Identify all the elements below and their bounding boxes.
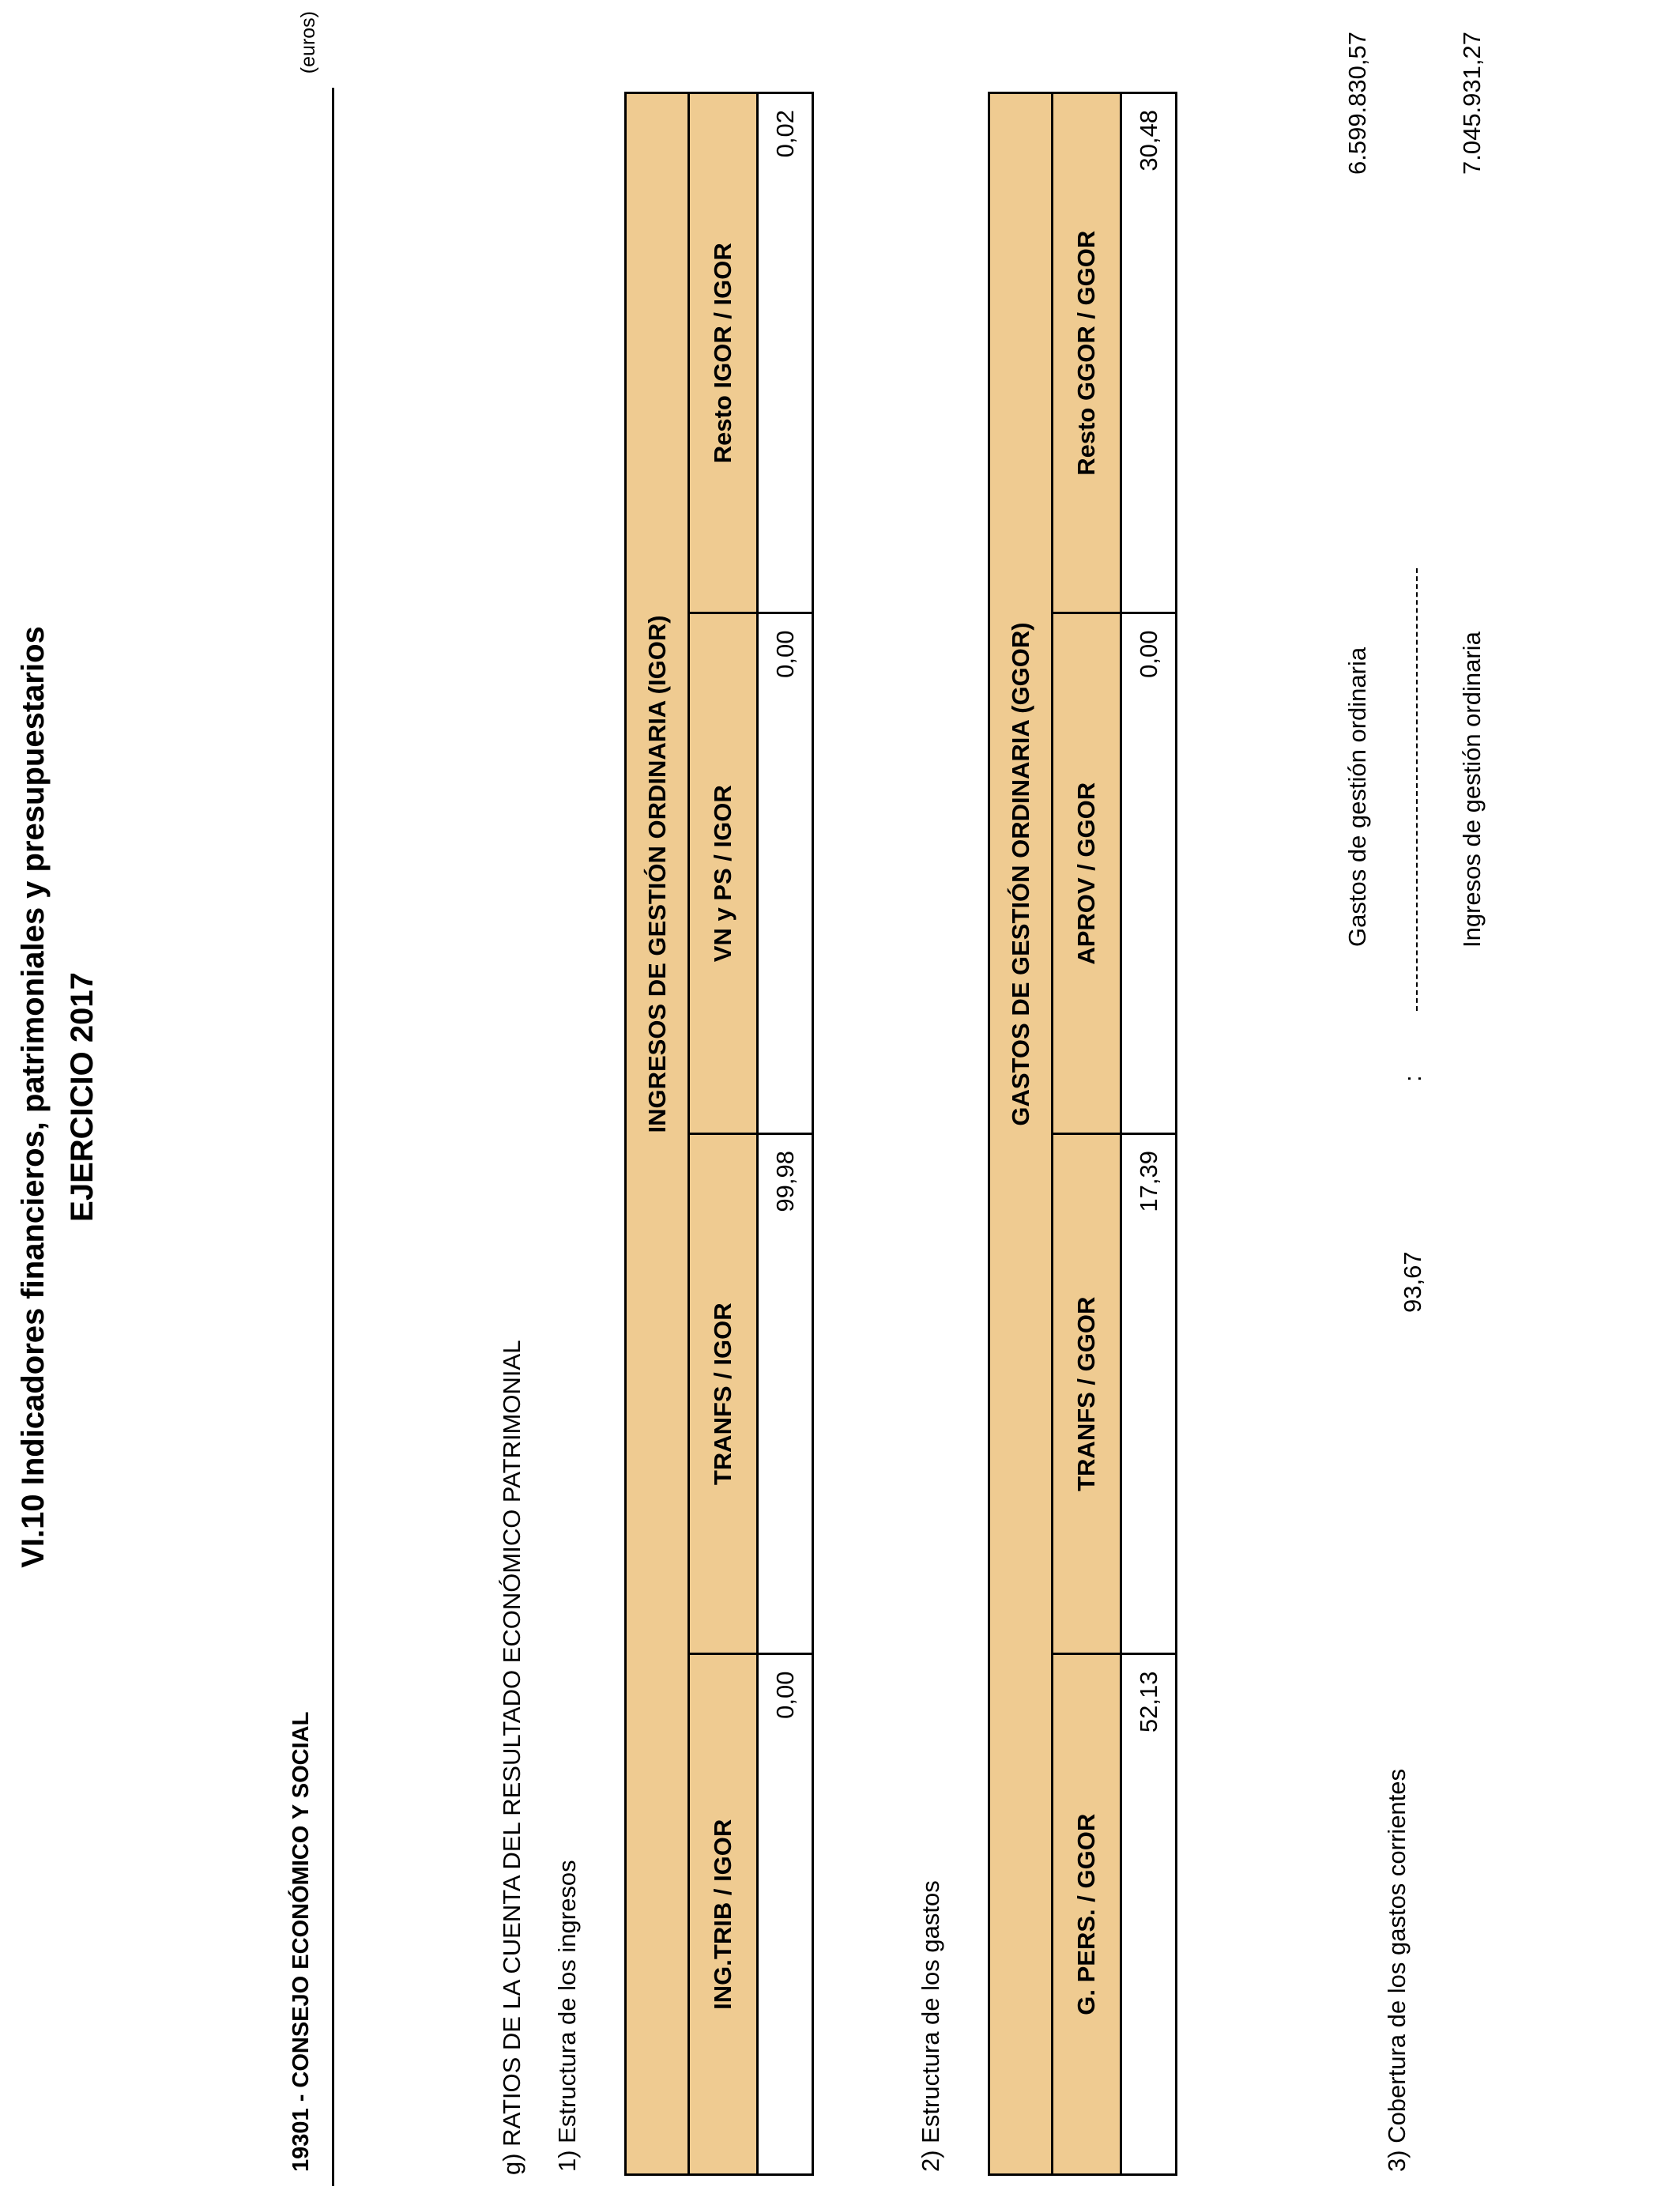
denominator-value: 7.045.931,27 — [1458, 32, 1486, 175]
income-column-header: ING.TRIB / IGOR — [689, 1654, 758, 2175]
income-group-header: INGRESOS DE GESTIÓN ORDINARIA (IGOR) — [626, 93, 689, 1655]
numerator-label: Gastos de gestión ordinaria — [1343, 647, 1371, 947]
expense-column-header: Resto GGOR / GGOR — [1053, 93, 1121, 614]
expense-column-header: G. PERS. / GGOR — [1053, 1654, 1121, 2175]
expense-group-header: GASTOS DE GESTIÓN ORDINARIA (GGOR) — [989, 93, 1053, 1655]
header-divider — [332, 88, 334, 2186]
expense-ratios-table — [988, 92, 1177, 2176]
entity-name: 19301 - CONSEJO ECONÓMICO Y SOCIAL — [288, 1711, 314, 2172]
fraction-line — [1416, 568, 1418, 1011]
expense-header-spacer — [989, 1654, 1053, 2175]
denominator-label: Ingresos de gestión ordinaria — [1458, 631, 1486, 948]
income-ratio-value: 99,98 — [758, 1134, 813, 1655]
income-column-header: TRANFS / IGOR — [689, 1134, 758, 1655]
expense-column-header: TRANFS / GGOR — [1053, 1134, 1121, 1655]
expense-ratio-value: 52,13 — [1121, 1654, 1177, 2175]
income-ratio-value: 0,02 — [758, 93, 813, 614]
expense-column-header: APROV / GGOR — [1053, 613, 1121, 1134]
income-ratios-table — [624, 92, 814, 2176]
report-subtitle: EJERCICIO 2017 — [65, 972, 100, 1222]
coverage-value: 93,67 — [1399, 1251, 1426, 1313]
section-title: g) RATIOS DE LA CUENTA DEL RESULTADO ECONÓMICO PATRIMONIAL — [498, 1340, 525, 2175]
numerator-value: 6.599.830,57 — [1343, 32, 1371, 175]
coverage-separator: : — [1399, 1075, 1426, 1082]
income-column-header: Resto IGOR / IGOR — [689, 93, 758, 614]
expense-structure-title: 2) Estructura de los gastos — [917, 1880, 944, 2172]
income-structure-title: 1) Estructura de los ingresos — [553, 1860, 581, 2172]
report-title: VI.10 Indicadores financieros, patrimoniales y presupuestarios — [16, 626, 51, 1568]
expense-ratio-value: 30,48 — [1121, 93, 1177, 614]
expense-ratio-value: 17,39 — [1121, 1134, 1177, 1655]
expense-ratio-value: 0,00 — [1121, 613, 1177, 1134]
income-column-header: VN y PS / IGOR — [689, 613, 758, 1134]
income-ratio-value: 0,00 — [758, 1654, 813, 2175]
income-ratio-value: 0,00 — [758, 613, 813, 1134]
units-label: (euros) — [297, 11, 319, 74]
income-header-spacer — [626, 1654, 689, 2175]
coverage-title: 3) Cobertura de los gastos corrientes — [1383, 1768, 1411, 2172]
